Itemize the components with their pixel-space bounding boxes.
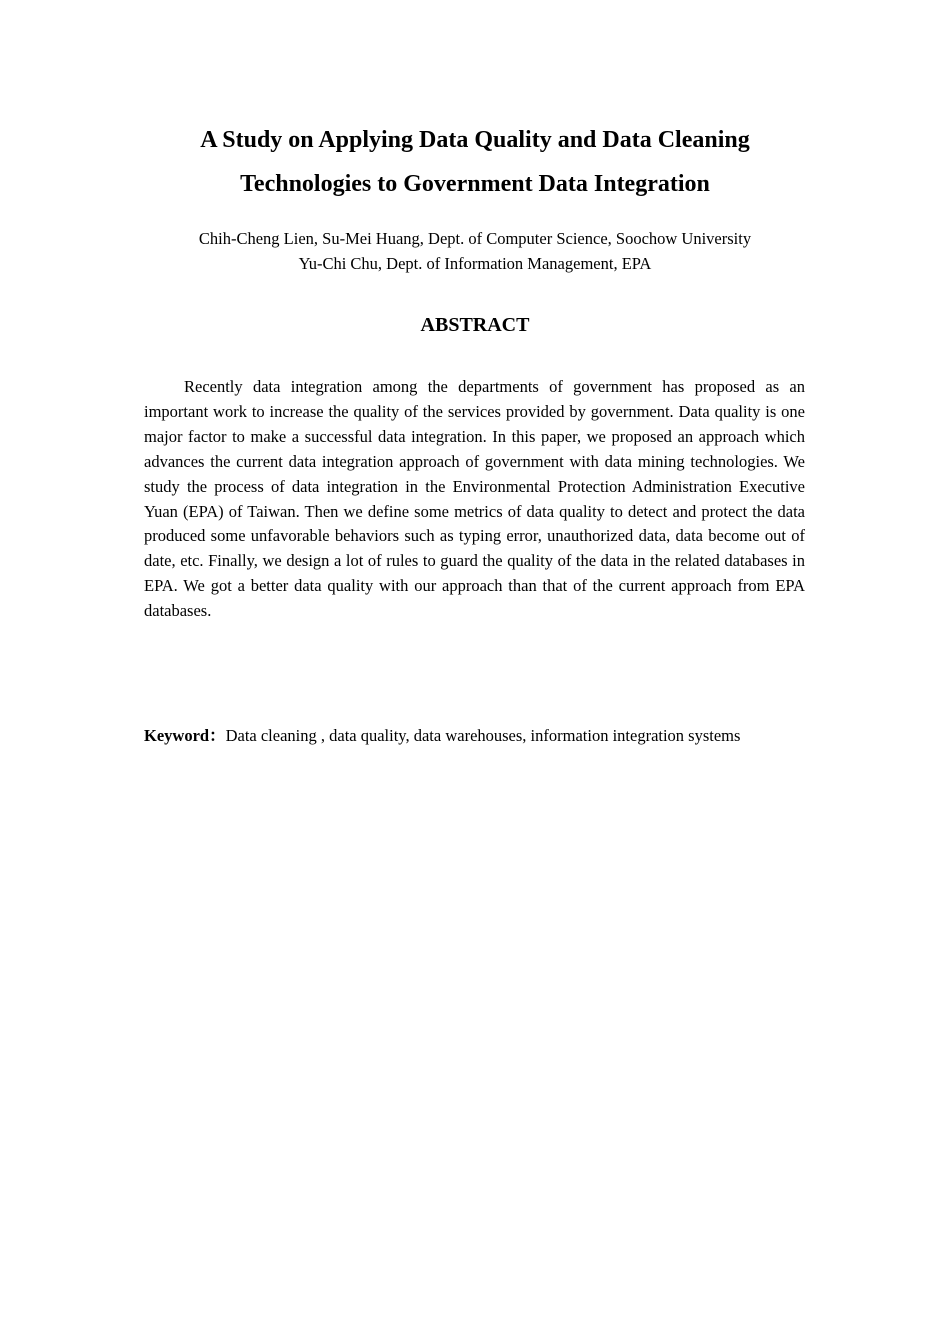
paper-title [120, 118, 830, 206]
abstract-text: Recently data integration among the departments of government has proposed as an important work to increase the quality of the services provided by government. Data quality is one major factor to make a successful data integration. In this paper, we proposed an approach which advances the current data integration approach of government with data mining technologies. We study the process of data integration in the Environmental Protection Administration Executive Yuan (EPA) of Taiwan. Then we define some metrics of data quality to detect and protect the data produced some unfavorable behaviors such as typing error, unauthorized data, data become out of date, etc. Finally, we design a lot of rules to guard the quality of the data in the related databases in EPA. We got a better data quality with our approach than that of the current approach from EPA databases. [144, 377, 805, 621]
authors-line-2: Yu-Chi Chu, Dept. of Information Management, EPA [298, 254, 652, 273]
keyword-values: Data cleaning , data quality, data warehouses, information integration systems [225, 726, 741, 745]
paper-title-line-1: A Study on Applying Data Quality and Data Cleaning [200, 127, 750, 153]
keywords-line [144, 724, 844, 748]
paper-title-line-2: Technologies to Government Data Integration [240, 171, 710, 197]
author-block [100, 226, 850, 276]
authors-line-1: Chih-Cheng Lien, Su-Mei Huang, Dept. of Computer Science, Soochow University [198, 229, 752, 248]
keyword-label: Keyword： [144, 726, 226, 745]
abstract-heading: ABSTRACT [420, 314, 530, 336]
